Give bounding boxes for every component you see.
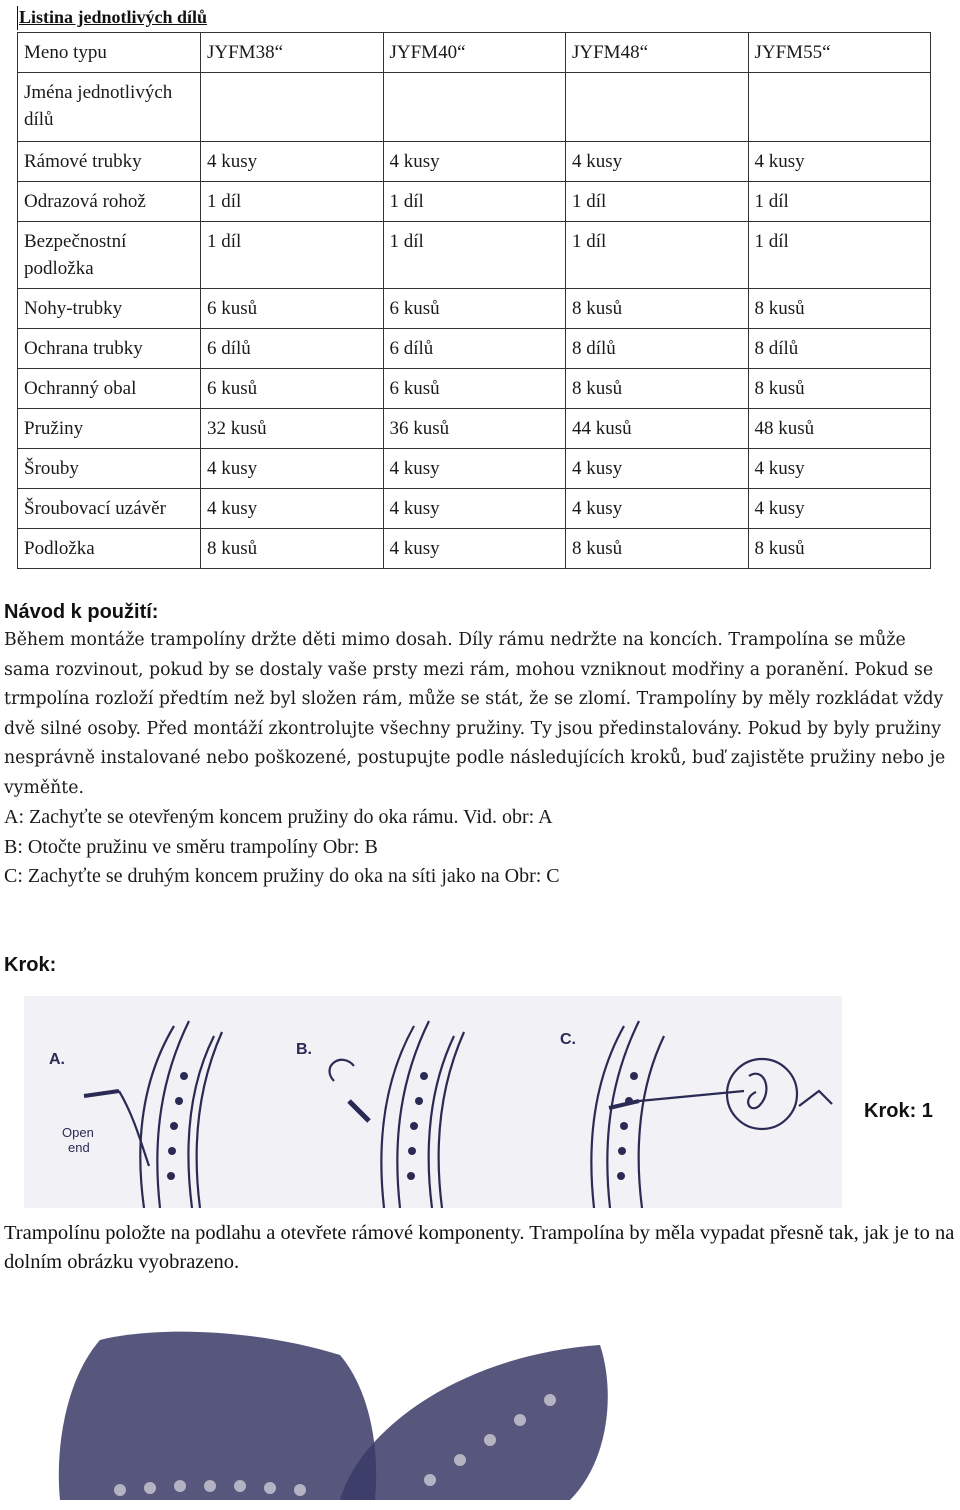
folded-frame-figure xyxy=(40,1300,620,1505)
table-cell: 32 kusů xyxy=(201,409,384,449)
table-header-cell: Meno typu xyxy=(18,33,201,73)
table-row xyxy=(18,449,931,489)
table-cell: 1 díl xyxy=(748,222,931,289)
table-cell: 4 kusy xyxy=(748,489,931,529)
table-row xyxy=(18,289,931,329)
table-cell: 4 kusy xyxy=(201,449,384,489)
instructions-heading: Návod k použití: xyxy=(4,601,159,623)
table-cell: 1 díl xyxy=(201,222,384,289)
table-cell: 8 kusů xyxy=(748,289,931,329)
table-cell: Šrouby xyxy=(18,449,201,489)
table-header-cell: JYFM55“ xyxy=(748,33,931,73)
table-subheader-row xyxy=(18,73,931,142)
table-cell: 8 dílů xyxy=(566,329,749,369)
parts-list xyxy=(17,6,930,569)
table-header-cell: JYFM48“ xyxy=(566,33,749,73)
table-cell: 6 kusů xyxy=(201,289,384,329)
table-row xyxy=(18,409,931,449)
table-cell: 1 díl xyxy=(383,182,566,222)
folded-frame-illustration xyxy=(40,1300,620,1505)
table-cell: 6 dílů xyxy=(201,329,384,369)
step-1-text: Trampolínu položte na podlahu a otevřete rámové komponenty. Trampolína by měla vypadat přesně tak, jak je to na dolním obrázku vyobrazeno. xyxy=(4,1222,955,1273)
table-cell: 8 kusů xyxy=(748,529,931,569)
table-cell: 4 kusy xyxy=(201,142,384,182)
table-cell: 4 kusy xyxy=(748,142,931,182)
table-cell: 8 dílů xyxy=(748,329,931,369)
table-cell: 8 kusů xyxy=(748,369,931,409)
table-cell: Bezpečnostní podložka xyxy=(18,222,201,289)
table-cell: Nohy-trubky xyxy=(18,289,201,329)
table-row xyxy=(18,329,931,369)
figure-label-a: A. xyxy=(49,1051,65,1068)
table-header-row xyxy=(18,33,931,73)
table-cell: Podložka xyxy=(18,529,201,569)
table-cell: 44 kusů xyxy=(566,409,749,449)
table-cell: Šroubovací uzávěr xyxy=(18,489,201,529)
table-cell: 4 kusy xyxy=(566,142,749,182)
table-cell: 1 díl xyxy=(566,222,749,289)
krok-heading: Krok: xyxy=(4,954,57,976)
table-cell: 1 díl xyxy=(566,182,749,222)
table-cell: 1 díl xyxy=(748,182,931,222)
table-cell: 6 kusů xyxy=(383,289,566,329)
figure-label-b: B. xyxy=(296,1041,312,1058)
table-subheader-cell: Jména jednotlivých dílů xyxy=(18,73,201,142)
step-c-text: C: Zachyťte se druhým koncem pružiny do oka na síti jako na Obr: C xyxy=(4,865,560,887)
table-cell: 4 kusy xyxy=(383,489,566,529)
table-cell: 4 kusy xyxy=(383,142,566,182)
table-cell: 4 kusy xyxy=(748,449,931,489)
table-header-cell: JYFM40“ xyxy=(383,33,566,73)
table-cell: 4 kusy xyxy=(201,489,384,529)
instructions-body: Během montáže trampolíny držte děti mimo dosah. Díly rámu nedržte na koncích. Trampolína se může sama rozvinout, pokud by se dostaly vaše prsty mezi rám, mohou vzniknout modřiny a poranění. Pokud se trmpolína rozloží předtím než byl složen rám, může se stát, že se zlomí. Trampolíny by měly rozkládat vždy dvě silné osoby. Před montáží zkontrolujte všechny pružiny. Ty jsou předinstalovány. Pokud by byly pružiny nesprávně instalované nebo poškozené, postupujte podle následujících kroků, buď zajistěte pružiny nebo je vyměňte. xyxy=(4,630,946,798)
figure-label-c: C. xyxy=(560,1031,576,1048)
table-cell: Ochranný obal xyxy=(18,369,201,409)
table-cell: 8 kusů xyxy=(566,289,749,329)
table-cell: 8 kusů xyxy=(566,529,749,569)
table-row xyxy=(18,182,931,222)
spring-steps-figure xyxy=(24,996,842,1208)
figure-label-open: Open xyxy=(62,1125,94,1140)
table-cell: Pružiny xyxy=(18,409,201,449)
table-cell: 4 kusy xyxy=(383,449,566,489)
table-cell: 1 díl xyxy=(201,182,384,222)
table-cell: 4 kusy xyxy=(383,529,566,569)
table-cell: 8 kusů xyxy=(566,369,749,409)
table-row xyxy=(18,529,931,569)
figure-label-end: end xyxy=(68,1140,90,1155)
parts-table xyxy=(17,32,931,569)
table-cell: Ochrana trubky xyxy=(18,329,201,369)
step-b-text: B: Otočte pružinu ve směru trampolíny Obr: B xyxy=(4,835,378,858)
table-cell: 6 kusů xyxy=(201,369,384,409)
table-cell: 1 díl xyxy=(383,222,566,289)
step-a-text: A: Zachyťte se otevřeným koncem pružiny do oka rámu. Vid. obr: A xyxy=(4,806,553,828)
table-cell: 4 kusy xyxy=(566,489,749,529)
instructions-section xyxy=(4,598,956,892)
spring-steps-illustration xyxy=(24,996,842,1208)
table-header-cell: JYFM38“ xyxy=(201,33,384,73)
parts-list-title: Listina jednotlivých dílů xyxy=(17,6,930,32)
table-cell: 6 kusů xyxy=(383,369,566,409)
table-cell: 4 kusy xyxy=(566,449,749,489)
krok-1-label: Krok: 1 xyxy=(864,1100,933,1122)
table-row xyxy=(18,369,931,409)
table-cell: Rámové trubky xyxy=(18,142,201,182)
table-row xyxy=(18,222,931,289)
table-row xyxy=(18,489,931,529)
table-row xyxy=(18,142,931,182)
table-cell: 8 kusů xyxy=(201,529,384,569)
table-cell: 36 kusů xyxy=(383,409,566,449)
table-cell: 48 kusů xyxy=(748,409,931,449)
table-cell: Odrazová rohož xyxy=(18,182,201,222)
table-cell: 6 dílů xyxy=(383,329,566,369)
